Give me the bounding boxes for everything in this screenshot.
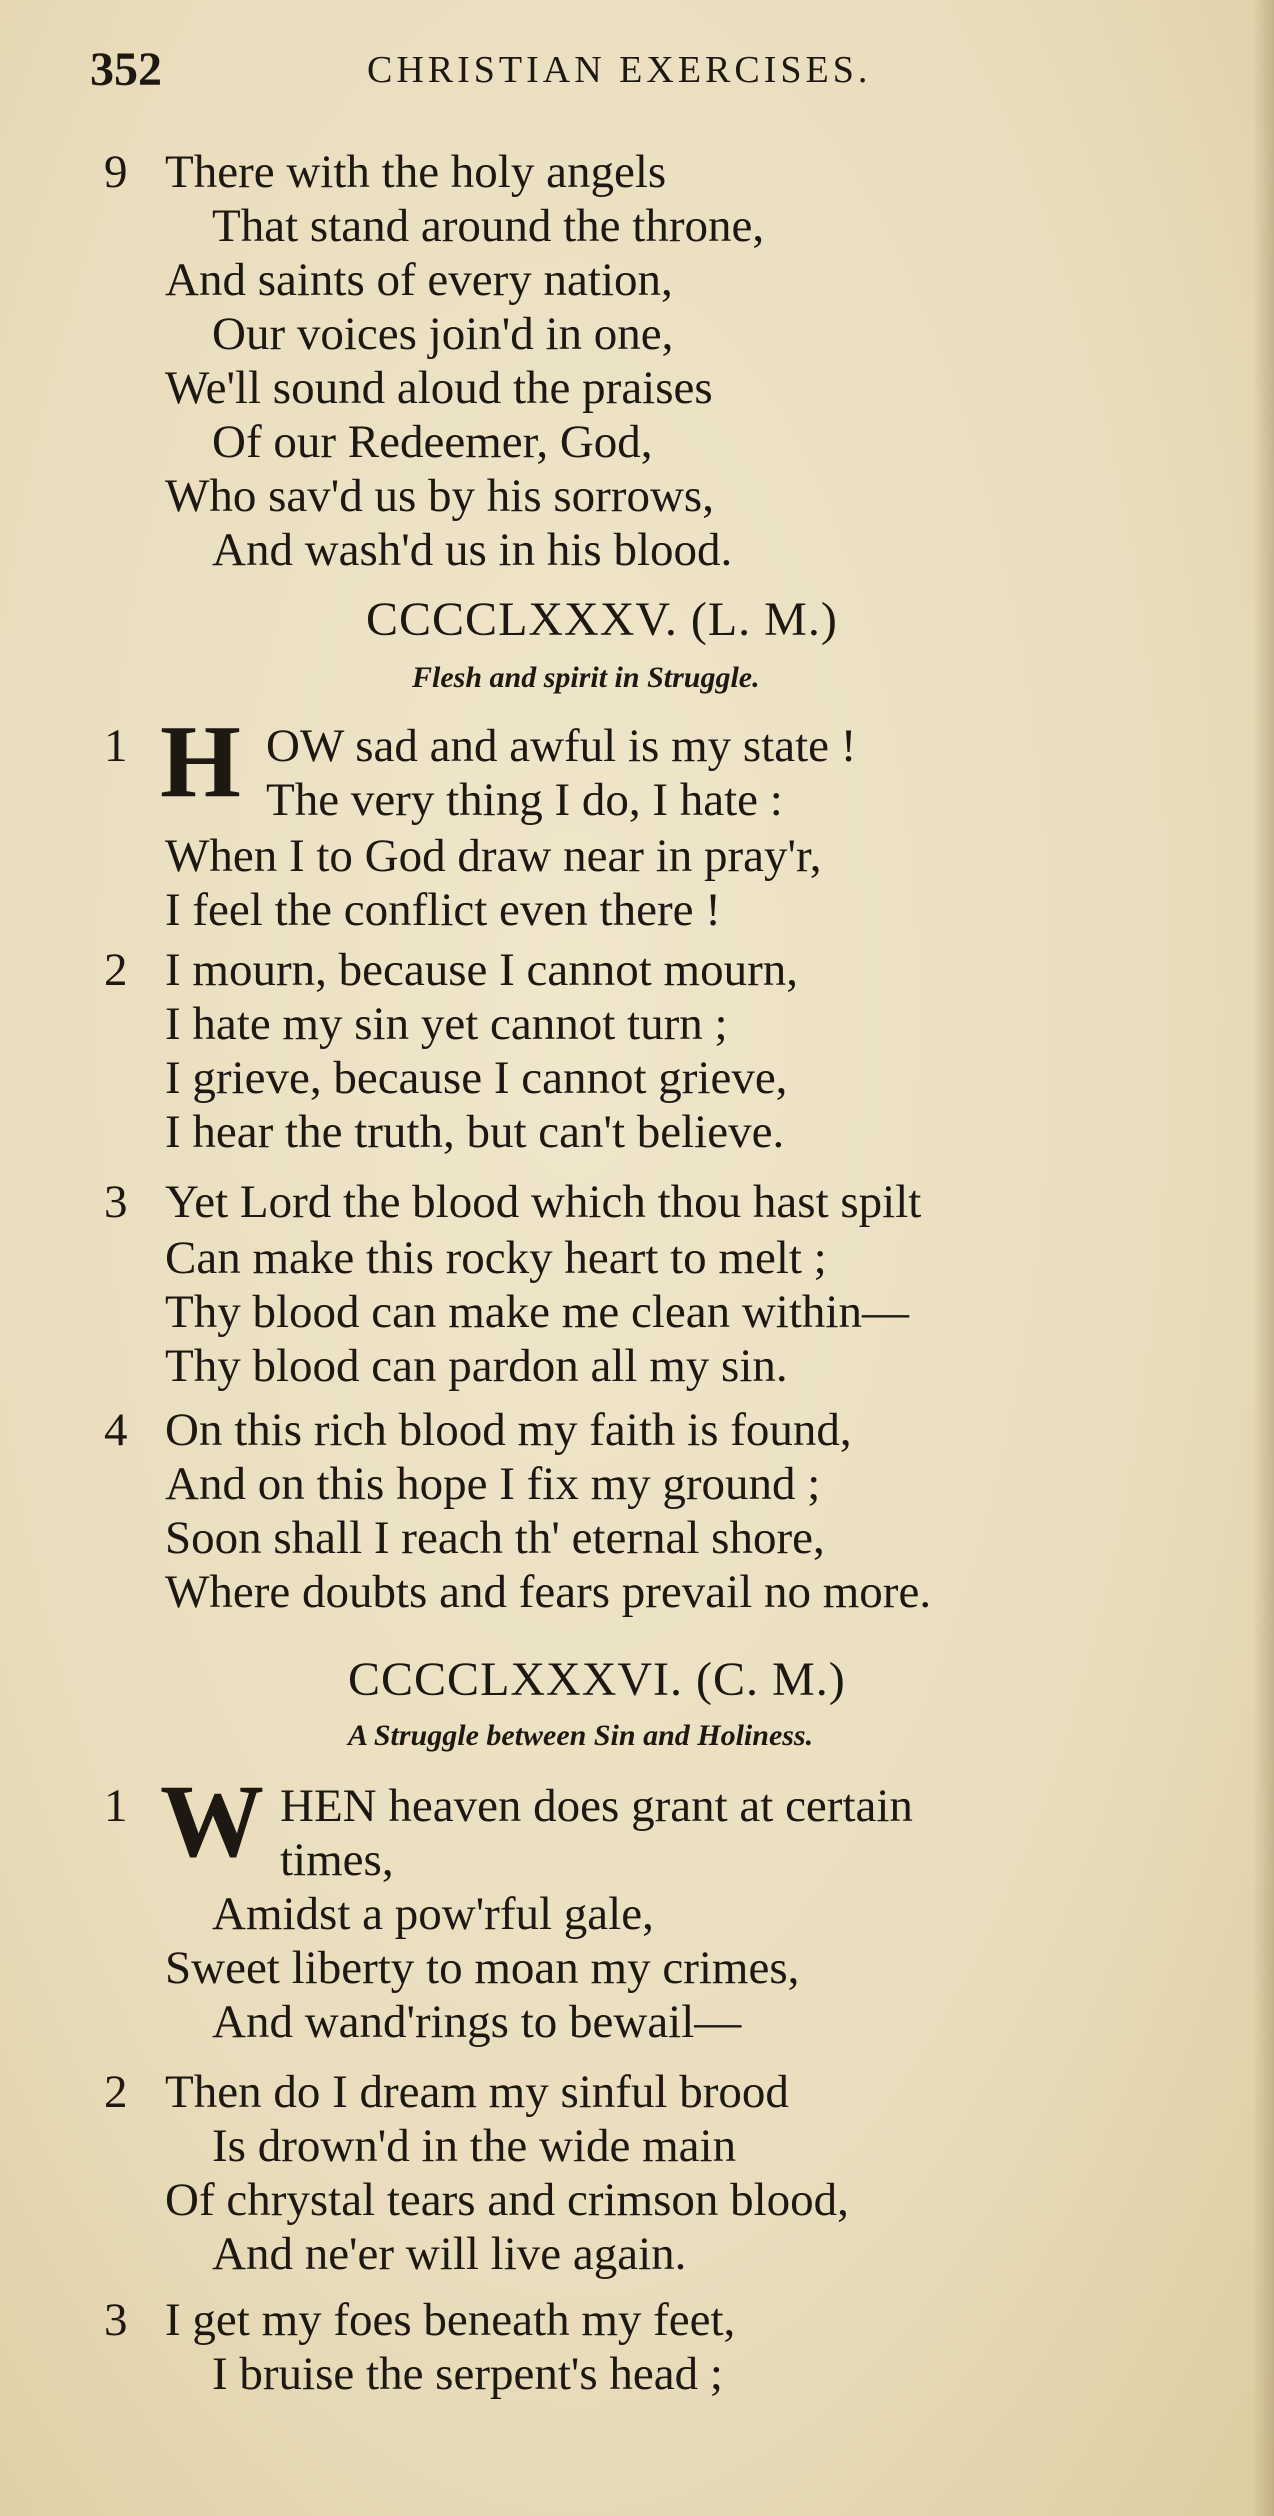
- verse-line: Soon shall I reach th' eternal shore,: [165, 1512, 825, 1564]
- stanza-number: 9: [104, 146, 128, 198]
- verse-line: I hear the truth, but can't believe.: [165, 1106, 785, 1158]
- verse-line: I bruise the serpent's head ;: [212, 2348, 723, 2400]
- verse-line: Our voices join'd in one,: [212, 308, 674, 360]
- verse-line: Where doubts and fears prevail no more.: [165, 1566, 932, 1618]
- page-header: [90, 42, 1190, 102]
- verse-line: Amidst a pow'rful gale,: [212, 1888, 654, 1940]
- verse-line: Yet Lord the blood which thou hast spilt: [165, 1176, 922, 1228]
- stanza-number: 1: [104, 720, 128, 772]
- verse-line: And on this hope I fix my ground ;: [165, 1458, 821, 1510]
- verse-line: And wand'rings to bewail—: [212, 1996, 742, 2048]
- verse-line: HEN heaven does grant at certain: [280, 1780, 913, 1832]
- verse-line: I feel the conflict even there !: [165, 884, 721, 936]
- verse-line: times,: [280, 1834, 394, 1886]
- drop-cap: W: [160, 1764, 264, 1879]
- verse-line: I grieve, because I cannot grieve,: [165, 1052, 788, 1104]
- verse-line: I mourn, because I cannot mourn,: [165, 944, 798, 996]
- verse-line: There with the holy angels: [165, 146, 667, 198]
- verse-line: And saints of every nation,: [165, 254, 673, 306]
- running-head: CHRISTIAN EXERCISES.: [367, 49, 872, 91]
- verse-line: Thy blood can make me clean within—: [165, 1286, 909, 1338]
- stanza-number: 2: [104, 2066, 128, 2118]
- verse-line: Of our Redeemer, God,: [212, 416, 653, 468]
- hymn-title: CCCCLXXXV. (L. M.): [366, 593, 838, 646]
- verse-line: I hate my sin yet cannot turn ;: [165, 998, 728, 1050]
- drop-cap: H: [160, 704, 241, 819]
- hymn-title: CCCCLXXXVI. (C. M.): [348, 1653, 846, 1706]
- verse-line: That stand around the throne,: [212, 200, 765, 252]
- verse-line: Sweet liberty to moan my crimes,: [165, 1942, 800, 1994]
- verse-line: Thy blood can pardon all my sin.: [165, 1340, 788, 1392]
- verse-line: I get my foes beneath my feet,: [165, 2294, 736, 2346]
- verse-line: And wash'd us in his blood.: [212, 524, 733, 576]
- page-number: 352: [90, 43, 162, 96]
- stanza-number: 3: [104, 2294, 128, 2346]
- stanza-number: 1: [104, 1780, 128, 1832]
- verse-line: Then do I dream my sinful brood: [165, 2066, 789, 2118]
- verse-line: We'll sound aloud the praises: [165, 362, 713, 414]
- verse-line: On this rich blood my faith is found,: [165, 1404, 852, 1456]
- verse-line: Can make this rocky heart to melt ;: [165, 1232, 827, 1284]
- stanza-number: 2: [104, 944, 128, 996]
- verse-line: The very thing I do, I hate :: [266, 774, 783, 826]
- verse-line: Is drown'd in the wide main: [212, 2120, 737, 2172]
- verse-line: And ne'er will live again.: [212, 2228, 687, 2280]
- stanza-number: 4: [104, 1404, 128, 1456]
- verse-line: Who sav'd us by his sorrows,: [165, 470, 714, 522]
- verse-line: OW sad and awful is my state !: [266, 720, 857, 772]
- verse-line: When I to God draw near in pray'r,: [165, 830, 822, 882]
- stanza-number: 3: [104, 1176, 128, 1228]
- hymn-subtitle: A Struggle between Sin and Holiness.: [348, 1719, 814, 1752]
- verse-line: Of chrystal tears and crimson blood,: [165, 2174, 849, 2226]
- page-edge-shadow: [1252, 0, 1274, 2516]
- hymn-subtitle: Flesh and spirit in Struggle.: [412, 661, 760, 694]
